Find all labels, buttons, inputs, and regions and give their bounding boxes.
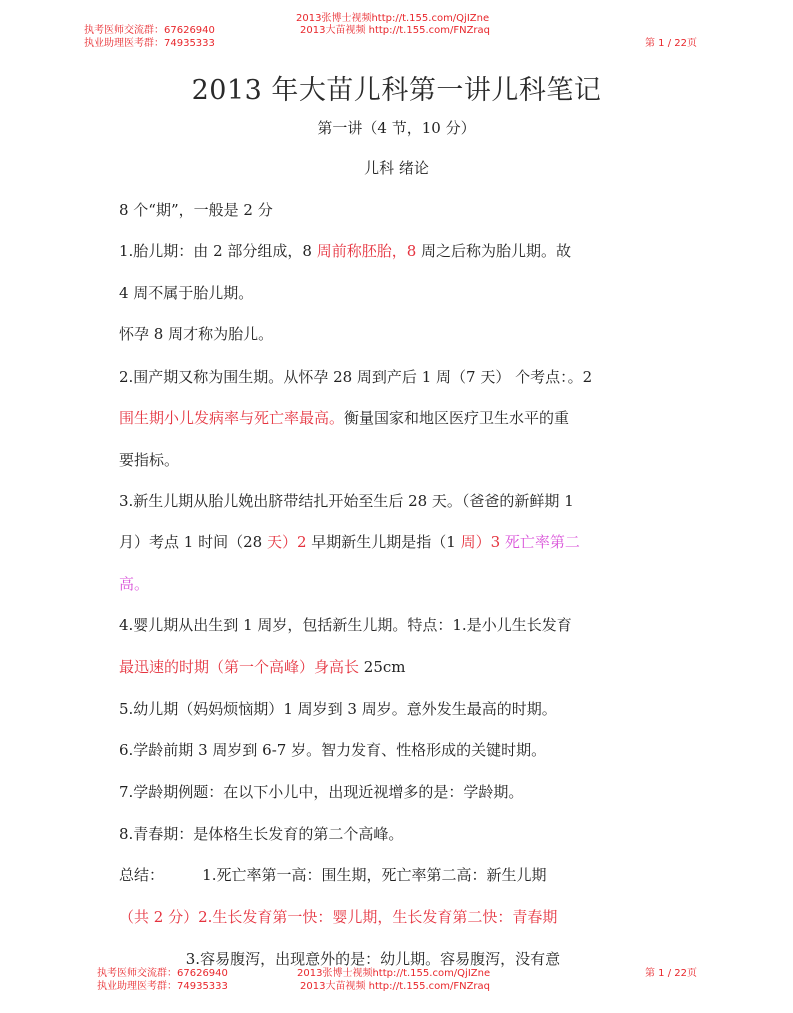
text-segment: 5.幼儿期（妈妈烦恼期）1 周岁到 3 周岁。意外发生最高的时期。 [119,700,557,718]
highlighted-text: 周）3 [460,533,505,551]
text-line [119,698,557,719]
text-segment: 衡量国家和地区医疗卫生水平的重 [344,409,570,427]
text-segment: 3.容易腹泻，出现意外的是：幼儿期。容易腹泻，没有意 [119,950,561,968]
highlighted-text: 死亡率第二 [504,533,580,551]
highlighted-text: （共 2 分）2.生长发育第一快：婴儿期，生长发育第二快：青春期 [119,908,558,926]
highlighted-text: 高。 [119,575,150,593]
text-segment: 周之后称为胎儿期。故 [421,242,572,260]
text-segment: 8 个“期”，一般是 2 分 [119,201,273,219]
header-page-indicator: 第 1 / 22页 [645,38,697,49]
header-group-number-2: 执业助理医考群：74935333 [84,38,215,49]
section-heading: 儿科 绪论 [364,159,429,177]
text-line [119,823,403,844]
footer-video-link-1[interactable]: 2013张博士视频http://t.155.com/QjIZne [297,968,491,979]
highlighted-text: 周前称胚胎，8 [316,242,422,260]
header-video-link-1[interactable]: 2013张博士视频http://t.155.com/QjIZne [296,13,490,24]
page-title: 2013 年大苗儿科第一讲儿科笔记 [191,75,602,106]
text-segment: 1.胎儿期：由 2 部分组成，8 [119,242,317,260]
text-line [119,781,523,802]
text-segment: 25cm [363,658,406,676]
text-segment: 月）考点 1 时间（28 [119,533,267,551]
text-segment: 4 周不属于胎儿期。 [119,284,254,302]
text-line [119,739,546,760]
text-line [119,449,179,470]
text-line [119,948,560,969]
text-line [119,573,149,594]
text-segment: 7.学龄期例题：在以下小儿中，出现近视增多的是：学龄期。 [119,783,524,801]
text-line [119,614,572,635]
text-segment: 3.新生儿期从胎儿娩出脐带结扎开始至生后 28 天。（爸爸的新鲜期 1 [119,492,574,510]
header-group-number-1: 执考医师交流群：67626940 [84,25,215,36]
highlighted-text: 围生期小儿发病率与死亡率最高。 [119,409,345,427]
highlighted-text: 天）2 [266,533,312,551]
text-segment: 怀孕 8 周才称为胎儿。 [119,325,274,343]
text-line [119,323,273,344]
text-segment: 要指标。 [119,451,180,469]
text-segment: 早期新生儿期是指（1 [311,533,461,551]
text-line [119,864,546,885]
text-line [119,199,273,220]
text-segment: 总结： 1.死亡率第一高：围生期，死亡率第二高：新生儿期 [119,866,547,884]
text-line [119,490,574,511]
highlighted-text: 最迅速的时期（第一个高峰）身高长 [119,658,364,676]
text-line [119,366,592,387]
text-line [119,656,406,677]
header-video-link-2[interactable]: 2013大苗视频 http://t.155.com/FNZraq [300,25,491,36]
text-segment: 8.青春期：是体格生长发育的第二个高峰。 [119,825,404,843]
text-line [119,906,557,927]
text-segment: 2.围产期又称为围生期。从怀孕 28 周到产后 1 周（7 天） 个考点：。2 [119,368,593,386]
text-line [119,282,253,303]
footer-video-link-2[interactable]: 2013大苗视频 http://t.155.com/FNZraq [300,981,491,992]
text-line [119,531,580,552]
footer-group-number-2: 执业助理医考群：74935333 [97,981,228,992]
text-line [119,240,571,261]
text-segment: 4.婴儿期从出生到 1 周岁，包括新生儿期。特点：1.是小儿生长发育 [119,616,572,634]
lecture-subtitle: 第一讲（4 节，10 分） [317,119,476,137]
text-segment: 6.学龄前期 3 周岁到 6-7 岁。智力发育、性格形成的关键时期。 [119,741,547,759]
footer-page-indicator: 第 1 / 22页 [645,968,697,979]
text-line [119,407,569,428]
footer-group-number-1: 执考医师交流群：67626940 [97,968,228,979]
